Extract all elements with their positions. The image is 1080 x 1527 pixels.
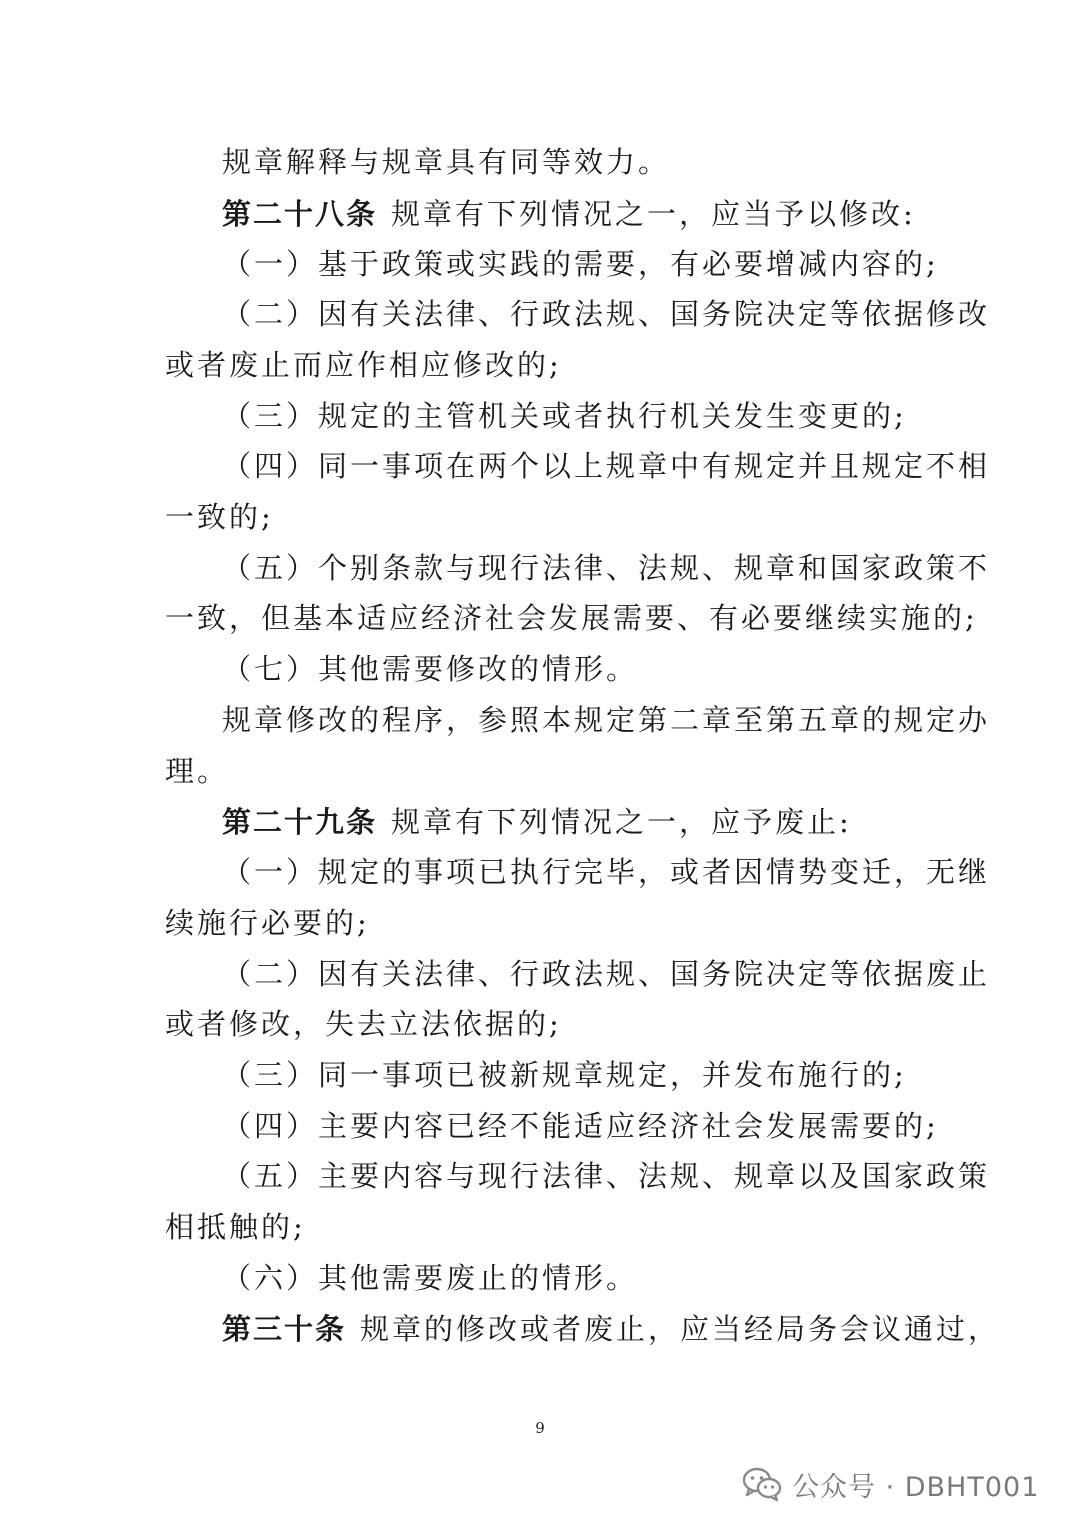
article-heading-line: [222, 194, 922, 234]
line-text: （四）主要内容已经不能适应经济社会发展需要的;: [222, 1109, 939, 1143]
line-text: 规章解释与规章具有同等效力。: [222, 145, 671, 179]
paragraph-line: [222, 1258, 922, 1298]
line-text: （七）其他需要修改的情形。: [222, 652, 639, 686]
watermark-text: 公众号 · DBHT001: [792, 1471, 1040, 1503]
paragraph-line: [222, 142, 922, 182]
paragraph-line: [165, 497, 925, 537]
paragraph-line: [222, 1156, 991, 1196]
line-text: （二）因有关法律、行政法规、国务院决定等依据修改: [222, 297, 991, 331]
wechat-icon: [742, 1466, 782, 1502]
article-heading-line: [222, 1309, 1001, 1349]
paragraph-line: [222, 396, 922, 436]
paragraph-line: [222, 649, 922, 689]
line-text: （一）基于政策或实践的需要，有必要增减内容的;: [222, 247, 939, 281]
line-text: （六）其他需要废止的情形。: [222, 1261, 639, 1295]
paragraph-line: [222, 244, 939, 284]
paragraph-line: [165, 1207, 925, 1247]
paragraph-line: [165, 345, 925, 385]
line-text: 规章的修改或者废止，应当经局务会议通过，: [360, 1312, 1001, 1346]
paragraph-line: [222, 954, 991, 994]
article-number: 第二十八条: [222, 197, 378, 231]
line-text: （五）个别条款与现行法律、法规、规章和国家政策不: [222, 551, 991, 585]
paragraph-line: [222, 700, 991, 740]
line-text: 一致，但基本适应经济社会发展需要、有必要继续实施的;: [165, 601, 978, 635]
paragraph-line: [165, 751, 925, 791]
paragraph-line: [222, 446, 991, 486]
line-text: 规章有下列情况之一，应予废止:: [391, 805, 852, 839]
page-number: 9: [535, 1419, 545, 1437]
line-text: （二）因有关法律、行政法规、国务院决定等依据废止: [222, 957, 991, 991]
line-text: 相抵触的;: [165, 1210, 306, 1244]
paragraph-line: [222, 852, 991, 892]
article-number: 第三十条: [222, 1312, 347, 1346]
line-text: （四）同一事项在两个以上规章中有规定并且规定不相: [222, 449, 991, 483]
line-text: （三）同一事项已被新规章规定，并发布施行的;: [222, 1058, 907, 1092]
line-text: 或者修改，失去立法依据的;: [165, 1007, 562, 1041]
article-number: 第二十九条: [222, 805, 378, 839]
paragraph-line: [222, 548, 991, 588]
line-text: 一致的;: [165, 500, 274, 534]
line-text: 规章有下列情况之一，应当予以修改:: [391, 197, 916, 231]
paragraph-line: [222, 1106, 939, 1146]
line-text: 理。: [165, 754, 230, 788]
line-text: （一）规定的事项已执行完毕，或者因情势变迁，无继: [222, 855, 991, 889]
paragraph-line: [165, 598, 978, 638]
line-text: 或者废止而应作相应修改的;: [165, 348, 562, 382]
watermark: [742, 1462, 1039, 1506]
paragraph-line: [222, 294, 991, 334]
paragraph-line: [165, 1004, 925, 1044]
line-text: 规章修改的程序，参照本规定第二章至第五章的规定办: [222, 703, 991, 737]
paragraph-line: [165, 903, 925, 943]
line-text: 续施行必要的;: [165, 906, 370, 940]
article-heading-line: [222, 802, 922, 842]
paragraph-line: [222, 1055, 922, 1095]
line-text: （三）规定的主管机关或者执行机关发生变更的;: [222, 399, 907, 433]
line-text: （五）主要内容与现行法律、法规、规章以及国家政策: [222, 1159, 991, 1193]
